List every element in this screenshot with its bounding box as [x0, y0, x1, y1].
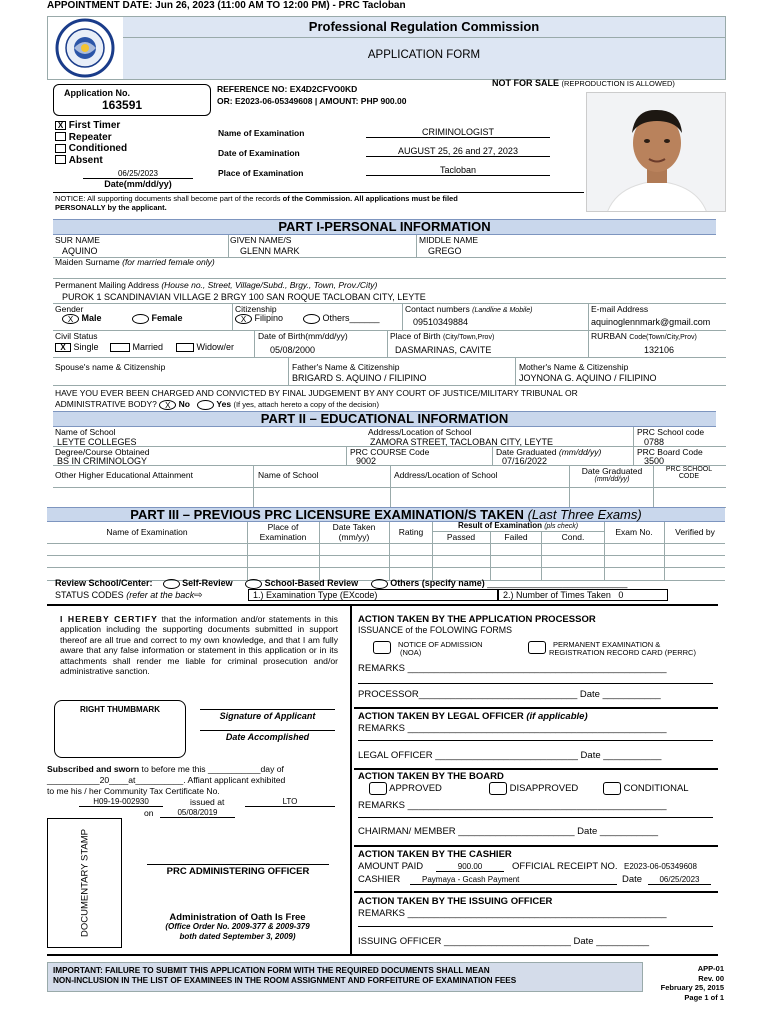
processor-action-title: ACTION TAKEN BY THE APPLICATION PROCESSOR	[358, 614, 596, 625]
exam-place-value: Tacloban	[366, 165, 550, 176]
exam-type-field[interactable]: 1.) Examination Type (EXcode)	[248, 589, 498, 601]
rurban-label: RURBAN Code(Town/City,Prov)	[591, 331, 697, 341]
board-approved-option[interactable]: APPROVED	[369, 782, 442, 795]
status-date-value: 06/25/2023	[83, 169, 193, 179]
dob-value: 05/08/2000	[270, 345, 316, 355]
exam-name-value: CRIMINOLOGIST	[366, 127, 550, 138]
course-code-label: PRC COURSE Code	[350, 447, 430, 457]
processor-remarks: REMARKS _________________________________________________	[358, 663, 667, 674]
absent-option[interactable]: Absent	[55, 155, 127, 167]
address-label: Permanent Mailing Address (House no., Street, Village/Subd., Brgy., Town, Prov./City)	[55, 280, 378, 290]
board-remarks: REMARKS _________________________________________________	[358, 800, 667, 811]
board-action-title: ACTION TAKEN BY THE BOARD	[358, 771, 504, 782]
issued-at-label: issued at	[190, 797, 225, 807]
repeater-checkbox[interactable]	[55, 132, 66, 141]
page-title: Professional Regulation Commission	[308, 19, 540, 34]
administering-officer-label: PRC ADMINISTERING OFFICER	[166, 866, 310, 877]
citizenship-filipino-option[interactable]: X Filipino	[235, 313, 283, 324]
processor-signature-line: PROCESSOR______________________________ Date ___________	[358, 689, 661, 700]
noa-label: NOTICE OF ADMISSION (NOA)	[398, 640, 483, 657]
on-label: on	[144, 808, 154, 818]
conviction-no-radio[interactable]: X	[159, 400, 176, 410]
school-code-value: 0788	[644, 437, 665, 447]
arrow-right-icon: ⇨	[194, 590, 203, 601]
exam-date-value: AUGUST 25, 26 and 27, 2023	[366, 146, 550, 157]
other-graduated-label: Date Graduated (mm/dd/yy)	[581, 466, 643, 483]
application-no-label: Application No.	[64, 88, 130, 98]
perrc-option[interactable]	[528, 641, 546, 654]
civil-widow-option[interactable]: Widow/er	[176, 342, 234, 352]
surname-value: AQUINO	[62, 246, 98, 256]
other-code-label: PRC SCHOOL CODE	[665, 466, 713, 480]
p3-col-date: Date Taken (mm/yy)	[332, 522, 376, 542]
cashier-date-label: Date	[622, 874, 643, 885]
conditioned-option[interactable]: Conditioned	[55, 143, 127, 155]
p3-col-verified: Verified by	[675, 527, 715, 537]
school-label: Name of School	[55, 427, 116, 437]
other-address-label: Address/Location of School	[394, 470, 498, 480]
conditioned-checkbox[interactable]	[55, 144, 66, 153]
p3-col-rating: Rating	[398, 527, 424, 537]
application-no-value: 163591	[102, 98, 143, 112]
p3-col-cond: Cond.	[561, 532, 585, 542]
conviction-question: HAVE YOU EVER BEEN CHARGED AND CONVICTED BY FINAL JUDGEMENT BY ANY COURT OF JUSTICE/MILITARY TRIBUNAL OR ADMINISTRATIVE BODY? X No Yes (If yes, attach hereto a copy of the decision)	[55, 388, 578, 410]
other-school-label: Name of School	[258, 470, 319, 480]
status-codes-row: STATUS CODES (refer at the back⇨	[55, 590, 203, 601]
pob-label: Place of Birth (City/Town,Prov)	[390, 331, 495, 341]
contact-value: 09510349884	[413, 317, 469, 327]
board-code-value: 3500	[644, 456, 665, 466]
repeater-option[interactable]: Repeater	[55, 132, 127, 144]
mother-label: Mother's Name & Citizenship	[519, 362, 629, 372]
review-others-radio[interactable]	[371, 579, 388, 589]
issuance-label: ISSUANCE of the FOLOWING FORMS	[358, 625, 512, 635]
form-code: APP-01 Rev. 00 February 25, 2015 Page 1 of 1	[660, 964, 724, 1002]
oath-free-label: Administration of Oath Is Free	[169, 912, 306, 923]
p3-col-name: Name of Examination	[106, 527, 188, 537]
first-timer-checkbox[interactable]: X	[55, 121, 66, 130]
gender-male-option[interactable]: X Male	[62, 313, 102, 324]
signature-label: Signature of Applicant	[219, 711, 316, 721]
sworn-statement: Subscribed and sworn to before me this ___________day of ___________20____at__________. Affiant applicant exhibited to me his / her Community Tax Certificate No.	[47, 764, 286, 796]
legal-officer-line: LEGAL OFFICER ___________________________ Date ___________	[358, 750, 662, 761]
p3-col-place: Place of Examination	[259, 522, 307, 542]
date-accomplished-label: Date Accomplished	[225, 732, 310, 742]
board-disapproved-option[interactable]: DISAPPROVED	[489, 782, 578, 795]
given-name-value: GLENN MARK	[240, 246, 300, 256]
civil-single-option[interactable]: X Single	[55, 342, 99, 352]
prc-seal-logo	[50, 18, 120, 78]
civil-status-label: Civil Status	[55, 331, 98, 341]
amount-paid-value: 900.00	[436, 862, 504, 872]
school-code-label: PRC School code	[637, 427, 705, 437]
legal-remarks: REMARKS _________________________________________________	[358, 723, 667, 734]
part2-header: PART II – EDUCATIONAL INFORMATION	[53, 411, 716, 427]
absent-checkbox[interactable]	[55, 155, 66, 164]
reference-no: REFERENCE NO: EX4D2CFVO0KD	[217, 84, 358, 94]
not-for-sale: NOT FOR SALE (REPRODUCTION IS ALLOWED)	[492, 78, 675, 88]
p3-result-label: Result of Examination (pls check)	[457, 521, 579, 530]
chairman-line: CHAIRMAN/ MEMBER ______________________ Date ___________	[358, 826, 659, 837]
given-name-label: GIVEN NAME/S	[230, 235, 292, 245]
father-label: Father's Name & Citizenship	[292, 362, 400, 372]
cashier-value: Paymaya - Gcash Payment	[410, 875, 617, 885]
review-school-radio[interactable]	[245, 579, 262, 589]
cashier-date-value: 06/25/2023	[648, 875, 711, 885]
documentary-stamp-box	[47, 818, 122, 948]
conviction-yes-radio[interactable]	[197, 400, 214, 410]
issuing-remarks: REMARKS _________________________________________________	[358, 908, 667, 919]
course-code-value: 9002	[356, 456, 377, 466]
board-conditional-option[interactable]: CONDITIONAL	[603, 782, 689, 795]
application-no-box	[53, 84, 211, 116]
important-notice: IMPORTANT: FAILURE TO SUBMIT THIS APPLICATION FORM WITH THE REQUIRED DOCUMENTS SHALL MEAN NON-INCLUSION IN THE LIST OF EXAMINEES IN THE ROOM ASSIGNMENT AND FORFEITURE OF EXAMINATION FEES	[53, 966, 517, 985]
other-education-label: Other Higher Educational Attainment	[55, 470, 193, 480]
noa-option[interactable]	[373, 641, 391, 654]
perrc-label: PERMANENT EXAMINATION & REGISTRATION RECORD CARD (PERRC)	[549, 640, 696, 657]
email-label: E-mail Address	[591, 304, 649, 314]
graduated-value: 07/16/2022	[502, 456, 548, 466]
school-address-label: Address/Location of School	[368, 427, 472, 437]
school-value: LEYTE COLLEGES	[57, 437, 137, 447]
surname-label: SUR NAME	[55, 235, 100, 245]
gender-label: Gender	[55, 304, 84, 314]
cashier-label: CASHIER	[358, 874, 401, 885]
cashier-action-title: ACTION TAKEN BY THE CASHIER	[358, 849, 512, 860]
certification-text: I HEREBY CERTIFY that the information and/or statements in this application including the supporting documents submitted in support thereof are all true and correct to my own knowledge, and that I am fully aware that any false information or statement in this application or in its attachments shall render me liable for criminal prosecution and/or administrative sanction.	[60, 614, 338, 677]
p3-col-passed: Passed	[446, 532, 476, 542]
degree-label: Degree/Course Obtained	[55, 447, 150, 457]
dob-label: Date of Birth(mm/dd/yy)	[258, 331, 348, 341]
form-subtitle: APPLICATION FORM	[367, 49, 481, 61]
office-order: (Office Order No. 2009-377 & 2009-379 both dated September 3, 2009)	[165, 922, 310, 941]
applicant-photo	[586, 92, 726, 212]
address-value: PUROK 1 SCANDINAVIAN VILLAGE 2 BRGY 100 SAN ROQUE TACLOBAN CITY, LEYTE	[62, 292, 426, 302]
status-date-label: Date(mm/dd/yy)	[104, 179, 172, 189]
degree-value: BS IN CRIMINOLOGY	[57, 456, 148, 466]
or-amount: OR: E2023-06-05349608 | AMOUNT: PHP 900.00	[217, 96, 407, 106]
pob-value: DASMARINAS, CAVITE	[395, 345, 492, 355]
school-address-value: ZAMORA STREET, TACLOBAN CITY, LEYTE	[370, 437, 554, 447]
mother-value: JOYNONA G. AQUINO / FILIPINO	[519, 373, 657, 383]
receipt-value: E2023-06-05349608	[624, 862, 697, 871]
board-code-label: PRC Board Code	[637, 447, 703, 457]
spouse-label: Spouse's name & Citizenship	[55, 362, 166, 372]
rurban-value: 132106	[644, 345, 675, 355]
gender-female-option[interactable]: Female	[132, 313, 183, 324]
first-timer-option[interactable]: X First Timer	[55, 120, 127, 132]
ctc-number: H09-19-002930	[79, 797, 163, 807]
maiden-label: Maiden Surname (for married female only)	[55, 257, 215, 267]
legal-action-title: ACTION TAKEN BY LEGAL OFFICER (if applicable)	[358, 711, 588, 722]
citizenship-others-option[interactable]: Others______	[303, 313, 380, 324]
notice-text: NOTICE: All supporting documents shall become part of the records of the Commission. All applications must be filed PERSONALLY by the applicant.	[55, 194, 458, 212]
citizenship-label: Citizenship	[235, 304, 277, 314]
documentary-stamp-label: DOCUMENTARY STAMP	[79, 828, 90, 938]
middle-name-label: MIDDLE NAME	[419, 235, 479, 245]
part3-header: PART III – PREVIOUS PRC LICENSURE EXAMINATION/S TAKEN (Last Three Exams)	[47, 507, 725, 522]
civil-married-option[interactable]: Married	[110, 342, 163, 352]
contact-label: Contact numbers (Landline & Mobile)	[405, 304, 533, 314]
appointment-date: APPOINTMENT DATE: Jun 26, 2023 (11:00 AM TO 12:00 PM) - PRC Tacloban	[47, 0, 406, 11]
exam-name-label: Name of Examination	[218, 128, 305, 138]
amount-paid-label: AMOUNT PAID	[358, 861, 424, 872]
issuing-officer-line: ISSUING OFFICER ________________________ Date __________	[358, 936, 650, 947]
thumbmark-box: RIGHT THUMBMARK	[54, 700, 186, 758]
receipt-label: OFFICIAL RECEIPT NO.	[512, 861, 618, 872]
graduated-label: Date Graduated (mm/dd/yy)	[496, 447, 602, 457]
review-school-row: Review School/Center: Self-Review School-Based Review Others (specify name) ____________________________	[55, 578, 628, 588]
issued-place: LTO	[245, 797, 335, 807]
issuing-action-title: ACTION TAKEN BY THE ISSUING OFFICER	[358, 896, 553, 907]
part1-header: PART I-PERSONAL INFORMATION	[53, 219, 716, 235]
p3-col-failed: Failed	[504, 532, 528, 542]
on-date: 05/08/2019	[160, 808, 235, 818]
middle-name-value: GREGO	[428, 246, 462, 256]
p3-col-exam-no: Exam No.	[615, 527, 653, 537]
exam-date-label: Date of Examination	[218, 148, 300, 158]
exam-place-label: Place of Examination	[218, 168, 304, 178]
times-taken-field[interactable]: 2.) Number of Times Taken 0	[498, 589, 668, 601]
father-value: BRIGARD S. AQUINO / FILIPINO	[292, 373, 427, 383]
email-value: aquinoglennmark@gmail.com	[591, 317, 711, 327]
review-self-radio[interactable]	[163, 579, 180, 589]
